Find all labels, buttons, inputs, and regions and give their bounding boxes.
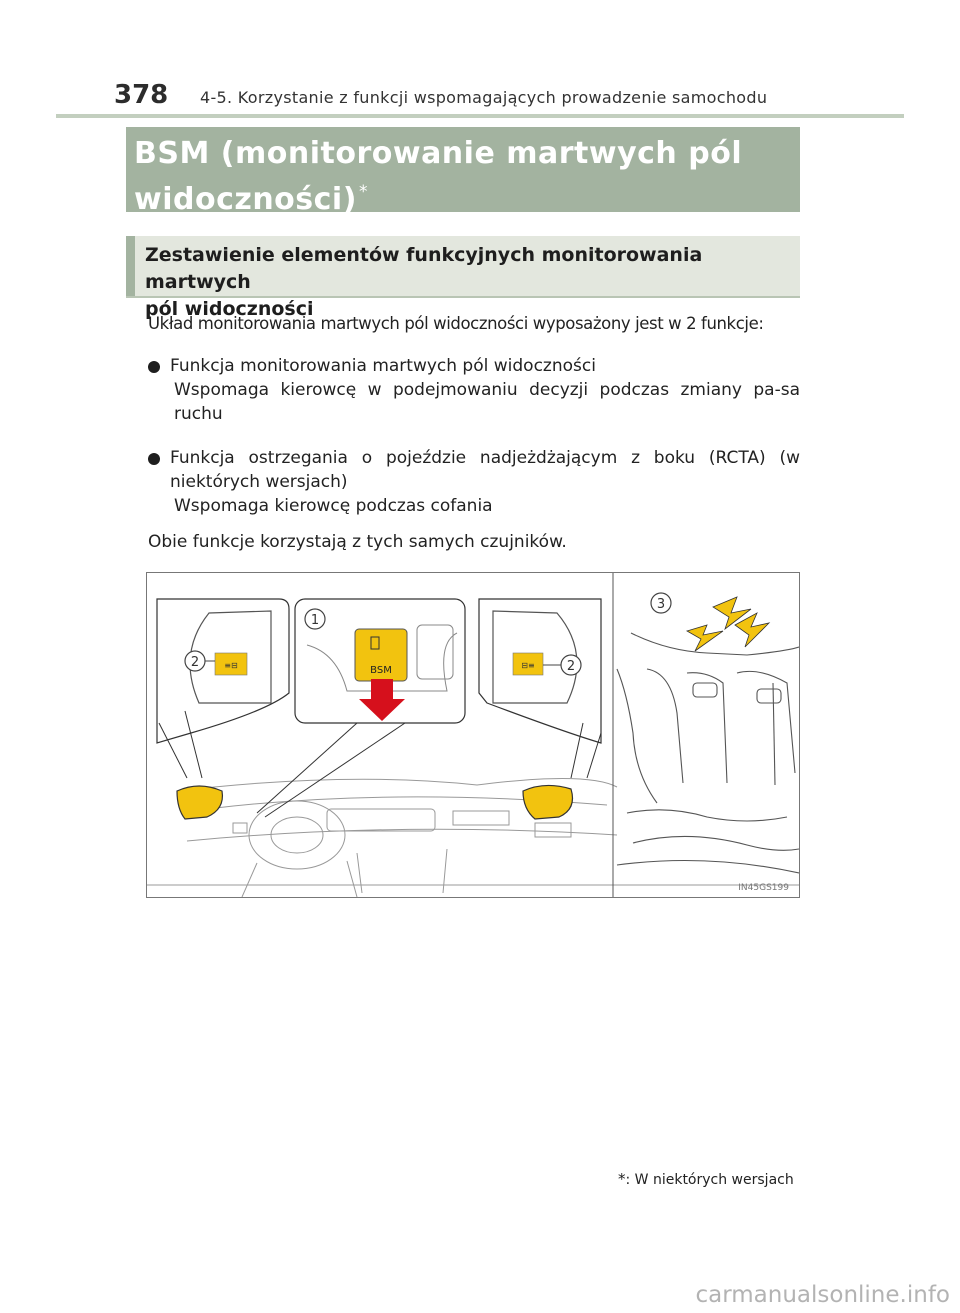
subsection-divider xyxy=(126,296,800,298)
list-item xyxy=(148,354,800,426)
list-item-heading: Funkcja monitorowania martwych pól widoczności xyxy=(170,356,596,376)
list-item-description: Wspomaga kierowcę w podejmowaniu decyzji podczas zmiany pa-sa ruchu xyxy=(174,380,800,424)
footnote-mark: * xyxy=(618,1170,626,1188)
right-mirror-inset xyxy=(479,599,601,819)
page-number: 378 xyxy=(114,80,169,110)
svg-text:≡⊟: ≡⊟ xyxy=(224,661,238,670)
footnote-mark: * xyxy=(358,182,368,202)
header-divider xyxy=(56,114,904,118)
site-watermark: carmanualsonline.info xyxy=(695,1282,950,1308)
rear-seat-drawing xyxy=(617,633,799,873)
right-mirror-icon xyxy=(523,785,573,819)
section-title-box xyxy=(126,127,800,217)
footnote xyxy=(618,1170,794,1188)
footnote-text: : W niektórych wersjach xyxy=(625,1172,794,1188)
bullet-icon xyxy=(148,453,160,465)
list-item xyxy=(148,446,800,518)
list-item-description: Wspomaga kierowcę podczas cofania xyxy=(174,496,493,516)
bsm-illustration xyxy=(146,572,800,898)
intro-paragraph: Układ monitorowania martwych pól widoczności wyposażony jest w 2 funkcje: xyxy=(148,314,764,333)
subsection-title: Zestawienie elementów funkcyjnych monitorowania martwych pól widoczności xyxy=(145,244,703,320)
bsm-diagram xyxy=(147,573,799,897)
svg-text:⊟≡: ⊟≡ xyxy=(521,661,535,670)
subsection-title-box xyxy=(126,236,800,320)
left-mirror-icon xyxy=(177,786,222,819)
callout-3 xyxy=(651,593,671,613)
page-header xyxy=(0,0,960,120)
closing-paragraph: Obie funkcje korzystają z tych samych czujników. xyxy=(148,532,567,552)
figure-code: IN45GS199 xyxy=(738,883,789,893)
chapter-title: 4-5. Korzystanie z funkcji wspomagających prowadzenie samochodu xyxy=(200,88,768,107)
radar-signal-icons xyxy=(687,597,769,651)
callout-1 xyxy=(305,609,325,629)
svg-text:1: 1 xyxy=(310,613,320,628)
bullet-icon xyxy=(148,361,160,373)
svg-text:2: 2 xyxy=(566,659,576,674)
dashboard-drawing xyxy=(147,778,799,897)
bsm-button-label: BSM xyxy=(370,665,392,676)
svg-text:3: 3 xyxy=(656,597,666,612)
section-title: BSM (monitorowanie martwych pól widoczności) * xyxy=(134,136,743,217)
list-item-heading: Funkcja ostrzegania o pojeździe nadjeżdżającym z boku (RCTA) (w niektórych wersjach) xyxy=(170,448,800,492)
svg-text:2: 2 xyxy=(190,655,200,670)
